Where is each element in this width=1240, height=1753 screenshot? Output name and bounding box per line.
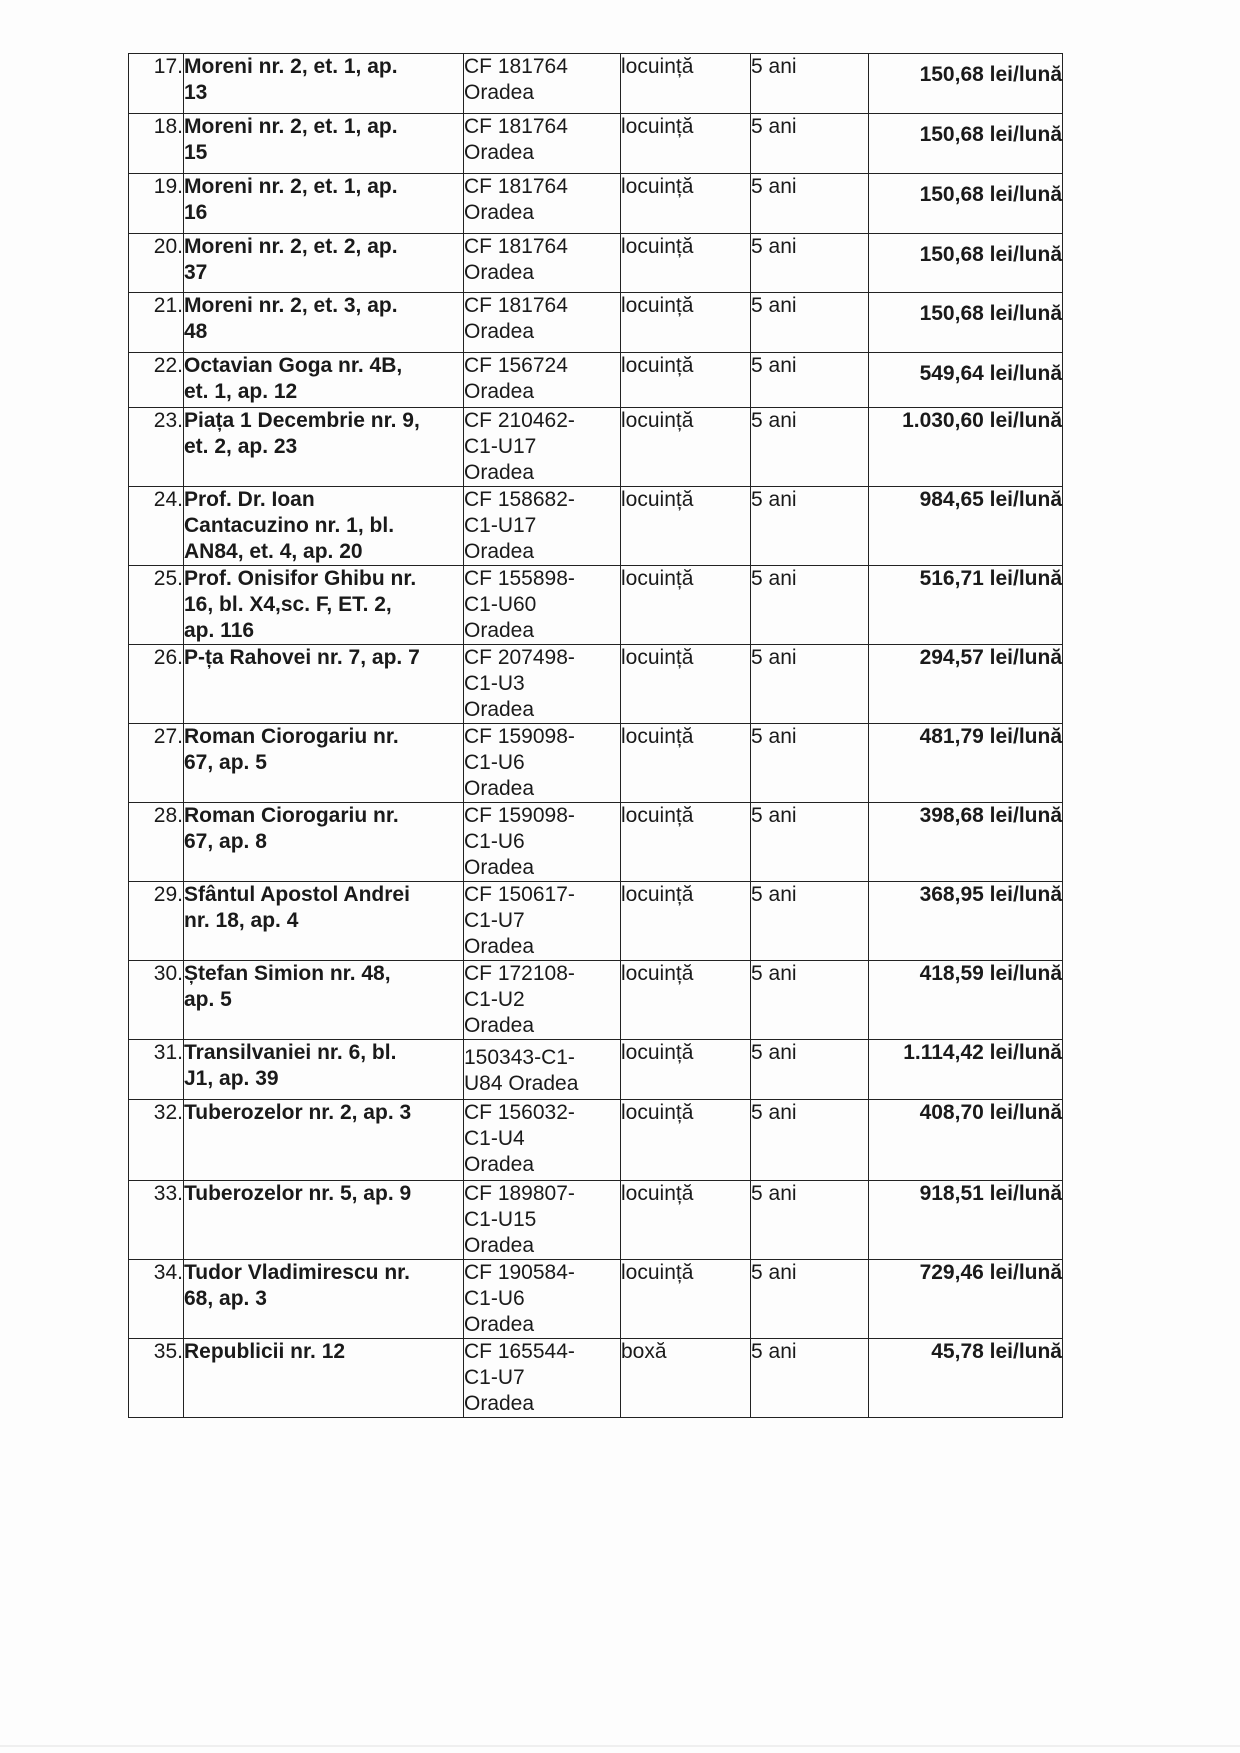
row-number-cell bbox=[129, 408, 184, 487]
property-type: locuință bbox=[621, 55, 694, 78]
cadastral-line: Oradea bbox=[464, 1153, 535, 1176]
address-line: Transilvaniei nr. 6, bl. bbox=[184, 1041, 397, 1064]
row-number-cell bbox=[129, 566, 184, 645]
lease-duration: 5 ani bbox=[751, 883, 797, 906]
table-row bbox=[129, 353, 1063, 408]
table-row bbox=[129, 174, 1063, 234]
row-number-cell bbox=[129, 1100, 184, 1181]
row-number-cell bbox=[129, 961, 184, 1040]
rent-price-cell bbox=[869, 487, 1063, 566]
address-line: Roman Ciorogariu nr. bbox=[184, 725, 399, 748]
cadastral-cell bbox=[464, 882, 621, 961]
address-line: Piața 1 Decembrie nr. 9, bbox=[184, 409, 420, 432]
address-cell bbox=[184, 1040, 464, 1100]
property-type-cell bbox=[621, 408, 751, 487]
cadastral-line: C1-U7 bbox=[464, 909, 525, 932]
cadastral-cell bbox=[464, 1339, 621, 1418]
address-line: Prof. Dr. Ioan bbox=[184, 488, 315, 511]
address-line: Republicii nr. 12 bbox=[184, 1340, 346, 1363]
cadastral-cell bbox=[464, 1100, 621, 1181]
duration-cell bbox=[751, 961, 869, 1040]
cadastral-cell bbox=[464, 293, 621, 353]
address-line: 13 bbox=[184, 81, 208, 104]
rent-price: 368,95 lei/lună bbox=[919, 883, 1062, 906]
cadastral-line: CF 181764 bbox=[464, 235, 568, 258]
cadastral-line: C1-U4 bbox=[464, 1127, 525, 1150]
address-line: Roman Ciorogariu nr. bbox=[184, 804, 399, 827]
rent-price: 1.114,42 lei/lună bbox=[903, 1041, 1062, 1064]
cadastral-line: CF 189807- bbox=[464, 1182, 575, 1205]
rent-price-cell bbox=[869, 114, 1063, 174]
row-number-cell bbox=[129, 1040, 184, 1100]
rent-price-cell bbox=[869, 1100, 1063, 1181]
rent-price: 984,65 lei/lună bbox=[919, 488, 1062, 511]
address-line: Tuberozelor nr. 2, ap. 3 bbox=[184, 1101, 412, 1124]
rent-price: 408,70 lei/lună bbox=[919, 1101, 1062, 1124]
cadastral-cell bbox=[464, 174, 621, 234]
cadastral-cell bbox=[464, 234, 621, 293]
cadastral-line: Oradea bbox=[464, 461, 535, 484]
cadastral-line: Oradea bbox=[464, 1014, 535, 1037]
address-line: P-ța Rahovei nr. 7, ap. 7 bbox=[184, 646, 420, 669]
lease-duration: 5 ani bbox=[751, 804, 797, 827]
table-row bbox=[129, 566, 1063, 645]
lease-duration: 5 ani bbox=[751, 175, 797, 198]
duration-cell bbox=[751, 566, 869, 645]
property-type-cell bbox=[621, 293, 751, 353]
property-type-cell bbox=[621, 1339, 751, 1418]
duration-cell bbox=[751, 1040, 869, 1100]
row-number-cell bbox=[129, 234, 184, 293]
property-type-cell bbox=[621, 234, 751, 293]
row-number-cell bbox=[129, 1339, 184, 1418]
duration-cell bbox=[751, 1181, 869, 1260]
address-cell bbox=[184, 1181, 464, 1260]
duration-cell bbox=[751, 174, 869, 234]
cadastral-line: C1-U17 bbox=[464, 435, 537, 458]
table-row bbox=[129, 961, 1063, 1040]
table-row bbox=[129, 645, 1063, 724]
address-line: 67, ap. 8 bbox=[184, 830, 267, 853]
rent-price: 150,68 lei/lună bbox=[919, 302, 1062, 325]
table-row bbox=[129, 882, 1063, 961]
cadastral-line: Oradea bbox=[464, 1313, 535, 1336]
address-line: Moreni nr. 2, et. 1, ap. bbox=[184, 55, 398, 78]
row-number: 21. bbox=[153, 294, 183, 317]
property-type-cell bbox=[621, 54, 751, 114]
lease-duration: 5 ani bbox=[751, 235, 797, 258]
address-line: Ștefan Simion nr. 48, bbox=[184, 962, 391, 985]
address-cell bbox=[184, 566, 464, 645]
rent-price: 398,68 lei/lună bbox=[919, 804, 1062, 827]
cadastral-line: CF 207498- bbox=[464, 646, 575, 669]
address-cell bbox=[184, 645, 464, 724]
cadastral-line: CF 156724 bbox=[464, 354, 568, 377]
row-number: 19. bbox=[153, 175, 183, 198]
property-type: locuință bbox=[621, 235, 694, 258]
address-line: Cantacuzino nr. 1, bl. bbox=[184, 514, 395, 537]
property-type-cell bbox=[621, 174, 751, 234]
cadastral-line: C1-U17 bbox=[464, 514, 537, 537]
cadastral-line: CF 181764 bbox=[464, 294, 568, 317]
address-line: 67, ap. 5 bbox=[184, 751, 267, 774]
property-type-cell bbox=[621, 961, 751, 1040]
lease-table-body bbox=[129, 54, 1063, 1418]
cadastral-line: C1-U7 bbox=[464, 1366, 525, 1389]
rent-price-cell bbox=[869, 54, 1063, 114]
cadastral-line: CF 156032- bbox=[464, 1101, 575, 1124]
cadastral-line: CF 150617- bbox=[464, 883, 575, 906]
address-cell bbox=[184, 114, 464, 174]
lease-duration: 5 ani bbox=[751, 1261, 797, 1284]
cadastral-line: C1-U6 bbox=[464, 830, 525, 853]
rent-price: 150,68 lei/lună bbox=[919, 243, 1062, 266]
cadastral-line: CF 181764 bbox=[464, 115, 568, 138]
row-number: 27. bbox=[153, 725, 183, 748]
property-type: locuință bbox=[621, 115, 694, 138]
address-line: Moreni nr. 2, et. 3, ap. bbox=[184, 294, 398, 317]
row-number: 31. bbox=[153, 1041, 183, 1064]
duration-cell bbox=[751, 645, 869, 724]
property-type: locuință bbox=[621, 488, 694, 511]
row-number: 33. bbox=[153, 1182, 183, 1205]
row-number-cell bbox=[129, 293, 184, 353]
address-line: 68, ap. 3 bbox=[184, 1287, 267, 1310]
cadastral-line: CF 159098- bbox=[464, 804, 575, 827]
address-cell bbox=[184, 803, 464, 882]
rent-price: 549,64 lei/lună bbox=[919, 362, 1062, 385]
property-type: locuință bbox=[621, 1101, 694, 1124]
address-line: Sfântul Apostol Andrei bbox=[184, 883, 410, 906]
row-number: 32. bbox=[153, 1101, 183, 1124]
duration-cell bbox=[751, 803, 869, 882]
rent-price: 918,51 lei/lună bbox=[919, 1182, 1062, 1205]
address-line: 15 bbox=[184, 141, 208, 164]
cadastral-line: Oradea bbox=[464, 777, 535, 800]
property-type: locuință bbox=[621, 646, 694, 669]
rent-price-cell bbox=[869, 803, 1063, 882]
property-type: locuință bbox=[621, 804, 694, 827]
table-row bbox=[129, 293, 1063, 353]
cadastral-cell bbox=[464, 803, 621, 882]
cadastral-line: CF 159098- bbox=[464, 725, 575, 748]
table-row bbox=[129, 487, 1063, 566]
scan-edge bbox=[0, 1745, 1240, 1747]
row-number: 20. bbox=[153, 235, 183, 258]
rent-price: 294,57 lei/lună bbox=[919, 646, 1062, 669]
cadastral-line: Oradea bbox=[464, 619, 535, 642]
cadastral-cell bbox=[464, 54, 621, 114]
address-line: Moreni nr. 2, et. 2, ap. bbox=[184, 235, 398, 258]
row-number: 35. bbox=[153, 1340, 183, 1363]
row-number: 23. bbox=[153, 409, 183, 432]
property-type: locuință bbox=[621, 1182, 694, 1205]
cadastral-line: Oradea bbox=[464, 1234, 535, 1257]
table-row bbox=[129, 1100, 1063, 1181]
rent-price-cell bbox=[869, 1040, 1063, 1100]
cadastral-line: C1-U2 bbox=[464, 988, 525, 1011]
property-type: locuință bbox=[621, 567, 694, 590]
lease-duration: 5 ani bbox=[751, 1182, 797, 1205]
address-cell bbox=[184, 1100, 464, 1181]
cadastral-cell bbox=[464, 353, 621, 408]
cadastral-line: CF 165544- bbox=[464, 1340, 575, 1363]
row-number-cell bbox=[129, 1181, 184, 1260]
lease-duration: 5 ani bbox=[751, 294, 797, 317]
rent-price-cell bbox=[869, 408, 1063, 487]
duration-cell bbox=[751, 882, 869, 961]
address-cell bbox=[184, 724, 464, 803]
property-type-cell bbox=[621, 882, 751, 961]
row-number: 29. bbox=[153, 883, 183, 906]
table-row bbox=[129, 1040, 1063, 1100]
address-cell bbox=[184, 293, 464, 353]
address-line: 37 bbox=[184, 261, 208, 284]
lease-duration: 5 ani bbox=[751, 1340, 797, 1363]
row-number: 24. bbox=[153, 488, 183, 511]
lease-duration: 5 ani bbox=[751, 1041, 797, 1064]
table-row bbox=[129, 234, 1063, 293]
property-type: locuință bbox=[621, 409, 694, 432]
property-type: locuință bbox=[621, 294, 694, 317]
address-line: Octavian Goga nr. 4B, bbox=[184, 354, 403, 377]
address-line: et. 2, ap. 23 bbox=[184, 435, 298, 458]
property-type-cell bbox=[621, 1100, 751, 1181]
rent-price-cell bbox=[869, 293, 1063, 353]
duration-cell bbox=[751, 54, 869, 114]
rent-price: 45,78 lei/lună bbox=[931, 1340, 1062, 1363]
cadastral-cell bbox=[464, 1040, 621, 1100]
rent-price-cell bbox=[869, 1181, 1063, 1260]
duration-cell bbox=[751, 487, 869, 566]
rent-price: 729,46 lei/lună bbox=[919, 1261, 1062, 1284]
rent-price: 481,79 lei/lună bbox=[919, 725, 1062, 748]
cadastral-line: CF 181764 bbox=[464, 55, 568, 78]
property-type: locuință bbox=[621, 354, 694, 377]
cadastral-line: Oradea bbox=[464, 856, 535, 879]
cadastral-cell bbox=[464, 1181, 621, 1260]
cadastral-cell bbox=[464, 566, 621, 645]
property-type: locuință bbox=[621, 725, 694, 748]
address-cell bbox=[184, 487, 464, 566]
property-type: locuință bbox=[621, 883, 694, 906]
rent-price: 418,59 lei/lună bbox=[919, 962, 1062, 985]
table-row bbox=[129, 54, 1063, 114]
address-line: Tuberozelor nr. 5, ap. 9 bbox=[184, 1182, 412, 1205]
property-type-cell bbox=[621, 566, 751, 645]
cadastral-line: C1-U3 bbox=[464, 672, 525, 695]
rent-price-cell bbox=[869, 1339, 1063, 1418]
rent-price-cell bbox=[869, 882, 1063, 961]
address-cell bbox=[184, 353, 464, 408]
cadastral-cell bbox=[464, 114, 621, 174]
cadastral-cell bbox=[464, 724, 621, 803]
row-number-cell bbox=[129, 645, 184, 724]
rent-price-cell bbox=[869, 645, 1063, 724]
cadastral-line: U84 Oradea bbox=[464, 1072, 579, 1095]
duration-cell bbox=[751, 1339, 869, 1418]
row-number: 34. bbox=[153, 1261, 183, 1284]
duration-cell bbox=[751, 353, 869, 408]
rent-price-cell bbox=[869, 961, 1063, 1040]
cadastral-line: CF 155898- bbox=[464, 567, 575, 590]
row-number-cell bbox=[129, 174, 184, 234]
address-line: ap. 5 bbox=[184, 988, 232, 1011]
rent-price: 516,71 lei/lună bbox=[919, 567, 1062, 590]
address-line: 16, bl. X4,sc. F, ET. 2, bbox=[184, 593, 392, 616]
cadastral-line: C1-U15 bbox=[464, 1208, 537, 1231]
lease-table bbox=[128, 53, 1063, 1418]
cadastral-line: Oradea bbox=[464, 540, 535, 563]
table-row bbox=[129, 1339, 1063, 1418]
cadastral-line: 150343-C1- bbox=[464, 1046, 575, 1069]
row-number: 30. bbox=[153, 962, 183, 985]
row-number-cell bbox=[129, 724, 184, 803]
address-cell bbox=[184, 408, 464, 487]
rent-price-cell bbox=[869, 174, 1063, 234]
address-line: Tudor Vladimirescu nr. bbox=[184, 1261, 410, 1284]
cadastral-line: CF 190584- bbox=[464, 1261, 575, 1284]
cadastral-line: CF 172108- bbox=[464, 962, 575, 985]
address-line: J1, ap. 39 bbox=[184, 1067, 279, 1090]
property-type-cell bbox=[621, 1181, 751, 1260]
property-type-cell bbox=[621, 353, 751, 408]
property-type: locuință bbox=[621, 1041, 694, 1064]
row-number-cell bbox=[129, 54, 184, 114]
property-type: locuință bbox=[621, 962, 694, 985]
property-type: locuință bbox=[621, 175, 694, 198]
property-type-cell bbox=[621, 724, 751, 803]
property-type-cell bbox=[621, 645, 751, 724]
row-number: 28. bbox=[153, 804, 183, 827]
address-line: et. 1, ap. 12 bbox=[184, 380, 298, 403]
row-number-cell bbox=[129, 882, 184, 961]
rent-price-cell bbox=[869, 234, 1063, 293]
cadastral-line: Oradea bbox=[464, 698, 535, 721]
table-row bbox=[129, 1260, 1063, 1339]
address-cell bbox=[184, 1260, 464, 1339]
duration-cell bbox=[751, 234, 869, 293]
cadastral-line: Oradea bbox=[464, 320, 535, 343]
address-line: AN84, et. 4, ap. 20 bbox=[184, 540, 363, 563]
cadastral-line: Oradea bbox=[464, 141, 535, 164]
property-type-cell bbox=[621, 1260, 751, 1339]
cadastral-line: Oradea bbox=[464, 261, 535, 284]
row-number: 17. bbox=[153, 55, 183, 78]
row-number: 22. bbox=[153, 354, 183, 377]
cadastral-line: Oradea bbox=[464, 935, 535, 958]
cadastral-cell bbox=[464, 408, 621, 487]
lease-duration: 5 ani bbox=[751, 646, 797, 669]
lease-duration: 5 ani bbox=[751, 962, 797, 985]
property-type: boxă bbox=[621, 1340, 667, 1363]
address-line: nr. 18, ap. 4 bbox=[184, 909, 299, 932]
rent-price-cell bbox=[869, 353, 1063, 408]
cadastral-cell bbox=[464, 1260, 621, 1339]
address-line: Moreni nr. 2, et. 1, ap. bbox=[184, 115, 398, 138]
duration-cell bbox=[751, 1100, 869, 1181]
cadastral-line: C1-U60 bbox=[464, 593, 537, 616]
property-type-cell bbox=[621, 1040, 751, 1100]
cadastral-line: C1-U6 bbox=[464, 1287, 525, 1310]
duration-cell bbox=[751, 724, 869, 803]
address-cell bbox=[184, 882, 464, 961]
row-number-cell bbox=[129, 1260, 184, 1339]
duration-cell bbox=[751, 114, 869, 174]
rent-price-cell bbox=[869, 1260, 1063, 1339]
row-number: 18. bbox=[153, 115, 183, 138]
table-row bbox=[129, 724, 1063, 803]
cadastral-line: Oradea bbox=[464, 201, 535, 224]
cadastral-cell bbox=[464, 645, 621, 724]
address-cell bbox=[184, 234, 464, 293]
cadastral-line: CF 210462- bbox=[464, 409, 575, 432]
row-number-cell bbox=[129, 114, 184, 174]
table-row bbox=[129, 114, 1063, 174]
rent-price: 150,68 lei/lună bbox=[919, 123, 1062, 146]
table-row bbox=[129, 1181, 1063, 1260]
cadastral-cell bbox=[464, 487, 621, 566]
address-line: Moreni nr. 2, et. 1, ap. bbox=[184, 175, 398, 198]
rent-price-cell bbox=[869, 724, 1063, 803]
cadastral-line: C1-U6 bbox=[464, 751, 525, 774]
lease-duration: 5 ani bbox=[751, 115, 797, 138]
address-line: 16 bbox=[184, 201, 208, 224]
lease-duration: 5 ani bbox=[751, 354, 797, 377]
row-number-cell bbox=[129, 487, 184, 566]
lease-duration: 5 ani bbox=[751, 567, 797, 590]
table-row bbox=[129, 408, 1063, 487]
cadastral-line: CF 158682- bbox=[464, 488, 575, 511]
rent-price-cell bbox=[869, 566, 1063, 645]
row-number-cell bbox=[129, 803, 184, 882]
duration-cell bbox=[751, 1260, 869, 1339]
address-line: ap. 116 bbox=[184, 619, 255, 642]
property-type: locuință bbox=[621, 1261, 694, 1284]
cadastral-line: Oradea bbox=[464, 81, 535, 104]
address-line: 48 bbox=[184, 320, 208, 343]
lease-duration: 5 ani bbox=[751, 488, 797, 511]
row-number-cell bbox=[129, 353, 184, 408]
property-type-cell bbox=[621, 114, 751, 174]
row-number: 26. bbox=[153, 646, 183, 669]
address-cell bbox=[184, 1339, 464, 1418]
address-cell bbox=[184, 54, 464, 114]
rent-price: 150,68 lei/lună bbox=[919, 63, 1062, 86]
lease-duration: 5 ani bbox=[751, 55, 797, 78]
rent-price: 150,68 lei/lună bbox=[919, 183, 1062, 206]
lease-duration: 5 ani bbox=[751, 725, 797, 748]
duration-cell bbox=[751, 293, 869, 353]
address-cell bbox=[184, 961, 464, 1040]
lease-duration: 5 ani bbox=[751, 1101, 797, 1124]
duration-cell bbox=[751, 408, 869, 487]
row-number: 25. bbox=[153, 567, 183, 590]
lease-duration: 5 ani bbox=[751, 409, 797, 432]
address-cell bbox=[184, 174, 464, 234]
cadastral-cell bbox=[464, 961, 621, 1040]
address-line: Prof. Onisifor Ghibu nr. bbox=[184, 567, 417, 590]
cadastral-line: Oradea bbox=[464, 1392, 535, 1415]
cadastral-line: Oradea bbox=[464, 380, 535, 403]
cadastral-line: CF 181764 bbox=[464, 175, 568, 198]
rent-price: 1.030,60 lei/lună bbox=[902, 409, 1062, 432]
property-type-cell bbox=[621, 487, 751, 566]
table-row bbox=[129, 803, 1063, 882]
property-type-cell bbox=[621, 803, 751, 882]
